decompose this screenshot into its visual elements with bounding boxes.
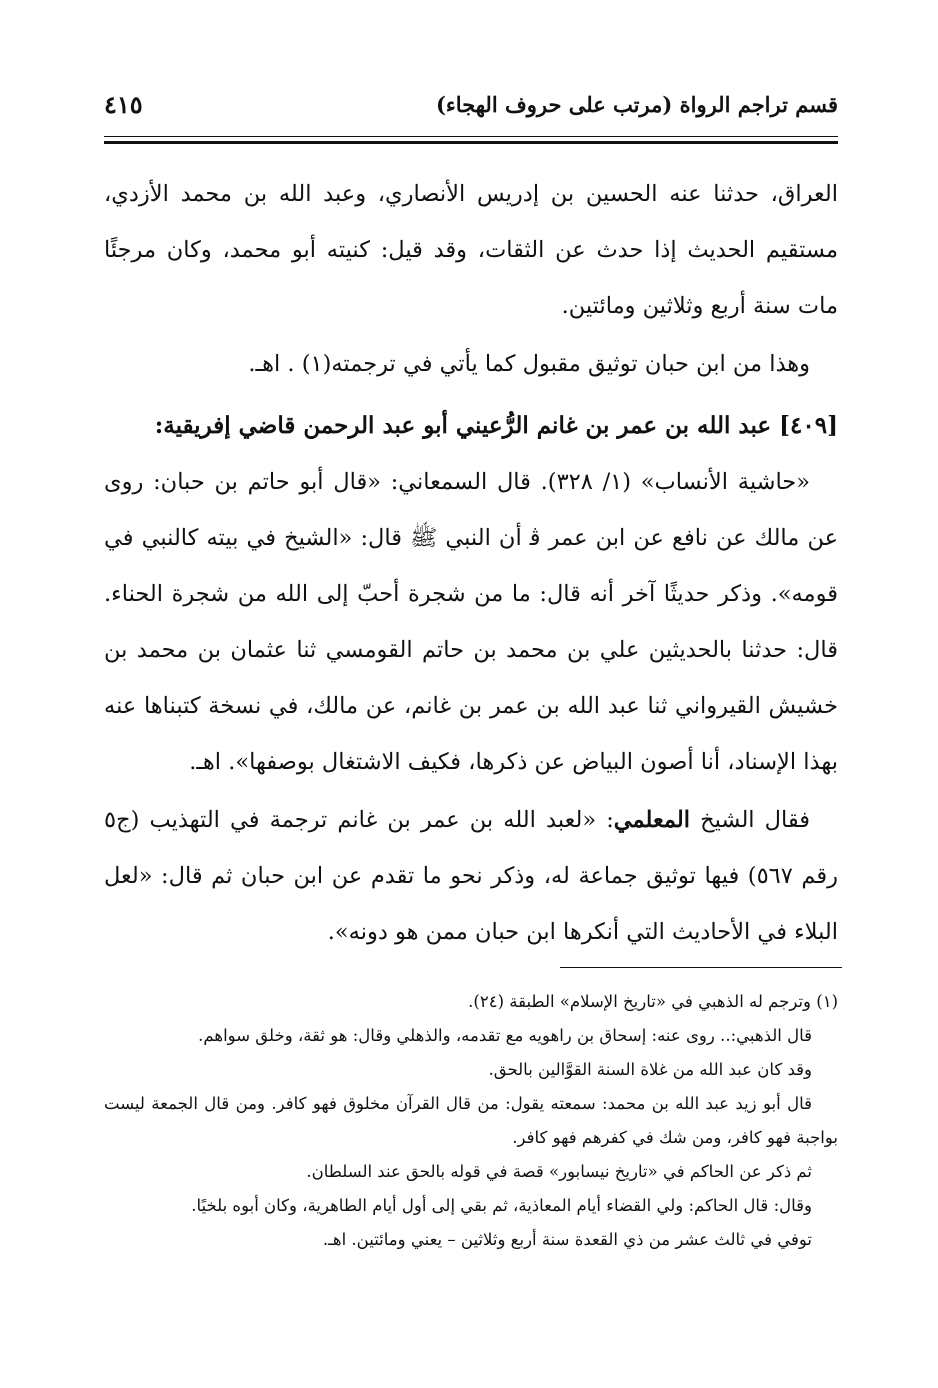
paragraph-entry-body: «حاشية الأنساب» (١/ ٣٢٨). قال السمعاني: «قال أبو حاتم بن حبان: روى عن مالك عن نافع عن ابن عمر ﭬ أن النبي ﷺ قال: «الشيخ في بيته كالنبي في قومه». وذكر حديثًا آخر أنه قال: ما من شجرة أحبّ إلى الله من شجرة الحناء. قال: حدثنا بالحديثين علي بن محمد بن حاتم القومسي ثنا عثمان بن محمد بن خشيش القيرواني ثنا عبد الله بن عمر بن غانم، عن مالك، في نسخة كتبناها عنه بهذا الإسناد، أنا أصون البياض عن ذكرها، فكيف الاشتغال بوصفها». اهـ. <box>104 469 838 775</box>
comment-prefix: فقال الشيخ <box>689 807 811 833</box>
paragraph-continuation: العراق، حدثنا عنه الحسين بن إدريس الأنصاري، وعبد الله بن محمد الأزدي، مستقيم الحديث إذا حدث عن الثقات، وقد قيل: كنيته أبو محمد، وكان مرجئًا مات سنة أربع وثلاثين ومائتين. <box>104 181 838 319</box>
main-text <box>104 166 838 960</box>
paragraph-comment <box>104 792 838 960</box>
footnote-line: وقد كان عبد الله من غلاة السنة القوَّالين بالحق. <box>488 1060 812 1079</box>
footnote-line: وقال: قال الحاكم: ولي القضاء أيام المعاذية، ثم بقي إلى أول أيام الطاهرية، وكان أبوه بلخيًا. <box>191 1196 812 1215</box>
header-rule-thick <box>104 141 838 144</box>
running-title: قسم تراجم الرواة (مرتب على حروف الهجاء) <box>435 92 838 117</box>
footnote-rule <box>560 967 842 968</box>
footnote-line: قال أبو زيد عبد الله بن محمد: سمعته يقول: من قال القرآن مخلوق فهو كافر. ومن قال الجمعة ليست بواجبة فهو كافر، ومن شك في كفرهم فهو كافر. <box>104 1094 838 1147</box>
footnote-line: توفي في ثالث عشر من ذي القعدة سنة أربع وثلاثين – يعني ومائتين. اهـ. <box>322 1230 812 1249</box>
running-head <box>104 92 838 128</box>
comment-text: : «لعبد الله بن عمر بن غانم ترجمة في التهذيب (ج٥ رقم ٥٦٧) فيها توثيق جماعة له، وذكر نحو ما تقدم عن ابن حبان ثم قال: «لعل البلاء في الأحاديث التي أنكرها ابن حبان ممن هو دونه». <box>104 807 838 945</box>
footnote-line: ثم ذكر عن الحاكم في «تاريخ نيسابور» قصة في قوله بالحق عند السلطان. <box>306 1162 812 1181</box>
paragraph-note: وهذا من ابن حبان توثيق مقبول كما يأتي في ترجمته(١) . اهـ. <box>248 351 810 377</box>
footnotes <box>104 985 838 1257</box>
footnote-1: (١) وترجم له الذهبي في «تاريخ الإسلام» الطبقة (٢٤). <box>468 992 838 1011</box>
entry-heading: [٤٠٩] عبد الله بن عمر بن غانم الرُّعيني أبو عبد الرحمن قاضي إفريقية: <box>154 412 838 439</box>
page-number: ٤١٥ <box>104 90 143 119</box>
footnote-line: قال الذهبي:.. روى عنه: إسحاق بن راهويه مع تقدمه، والذهلي وقال: هو ثقة، وخلق سواهم. <box>198 1026 812 1045</box>
author-name: المعلمي <box>613 807 690 833</box>
header-rule-thin <box>104 136 838 137</box>
